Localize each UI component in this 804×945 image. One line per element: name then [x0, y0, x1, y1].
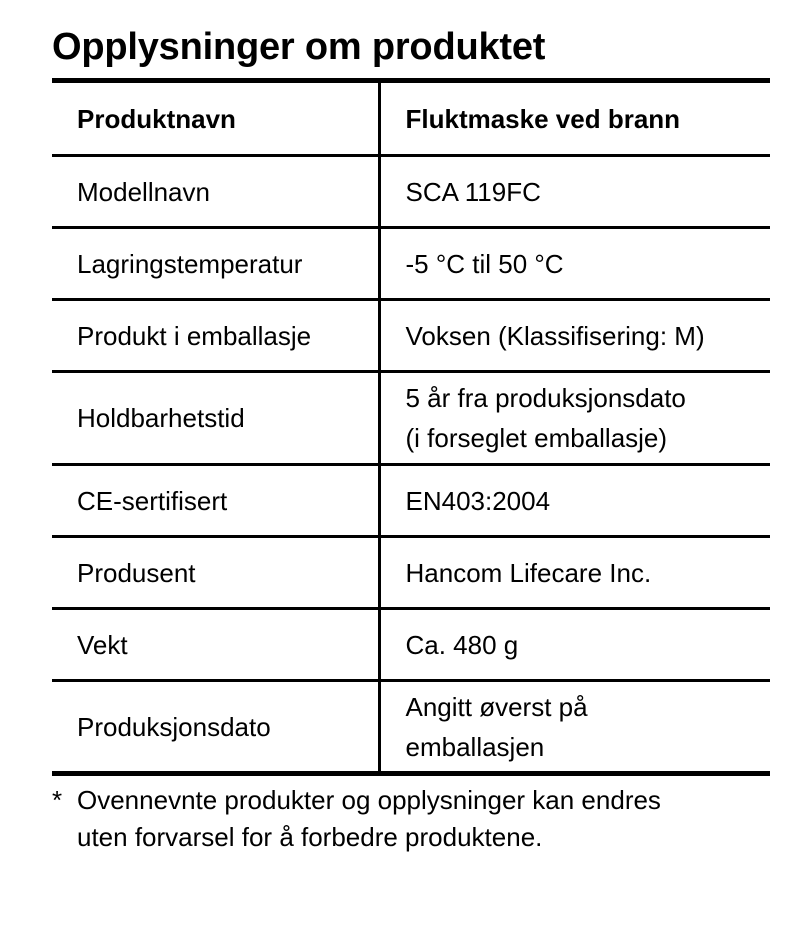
row-value-line: (i forseglet emballasje)	[405, 423, 668, 453]
row-value-line: Hancom Lifecare Inc.	[405, 557, 652, 588]
row-value	[379, 681, 770, 774]
page-title: Opplysninger om produktet	[52, 26, 546, 68]
row-value-line: emballasjen	[405, 731, 545, 762]
row-value-line: -5 °C til 50 °C	[405, 248, 564, 279]
row-value-line: EN403:2004	[405, 485, 551, 516]
table-row	[52, 609, 770, 681]
table-row	[52, 465, 770, 537]
row-label: Holdbarhetstid	[52, 372, 379, 465]
row-label: Produsent	[52, 537, 379, 609]
footnote-marker: *	[52, 785, 63, 815]
table-row	[52, 228, 770, 300]
row-label: Produkt i emballasje	[52, 300, 379, 372]
table-row	[52, 156, 770, 228]
row-value	[379, 372, 770, 465]
header-label-cell: Produktnavn	[52, 81, 379, 156]
row-value	[379, 228, 770, 300]
row-value	[379, 465, 770, 537]
table-row	[52, 681, 770, 774]
row-value-line: Voksen (Klassifisering: M)	[405, 320, 705, 351]
row-value	[379, 300, 770, 372]
row-label: Produksjonsdato	[52, 681, 379, 774]
row-value-line: SCA 119FC	[405, 176, 541, 207]
row-value	[379, 156, 770, 228]
row-value	[379, 609, 770, 681]
row-value-line: 5 år fra produksjonsdato	[405, 383, 686, 413]
table-row	[52, 372, 770, 465]
row-value-line: Ca. 480 g	[405, 629, 519, 660]
row-label: Modellnavn	[52, 156, 379, 228]
header-value-cell: Fluktmaske ved brann	[379, 81, 770, 156]
table-row	[52, 300, 770, 372]
row-value	[379, 537, 770, 609]
row-label: CE-sertifisert	[52, 465, 379, 537]
footnote	[52, 782, 772, 856]
footnote-line: uten forvarsel for å forbedre produktene.	[77, 822, 543, 852]
product-info-table	[52, 78, 770, 776]
footnote-line: Ovennevnte produkter og opplysninger kan endres	[77, 785, 661, 815]
table-row	[52, 537, 770, 609]
row-label: Vekt	[52, 609, 379, 681]
table-header-row	[52, 81, 770, 156]
row-value-line: Angitt øverst på	[405, 691, 588, 722]
row-label: Lagringstemperatur	[52, 228, 379, 300]
